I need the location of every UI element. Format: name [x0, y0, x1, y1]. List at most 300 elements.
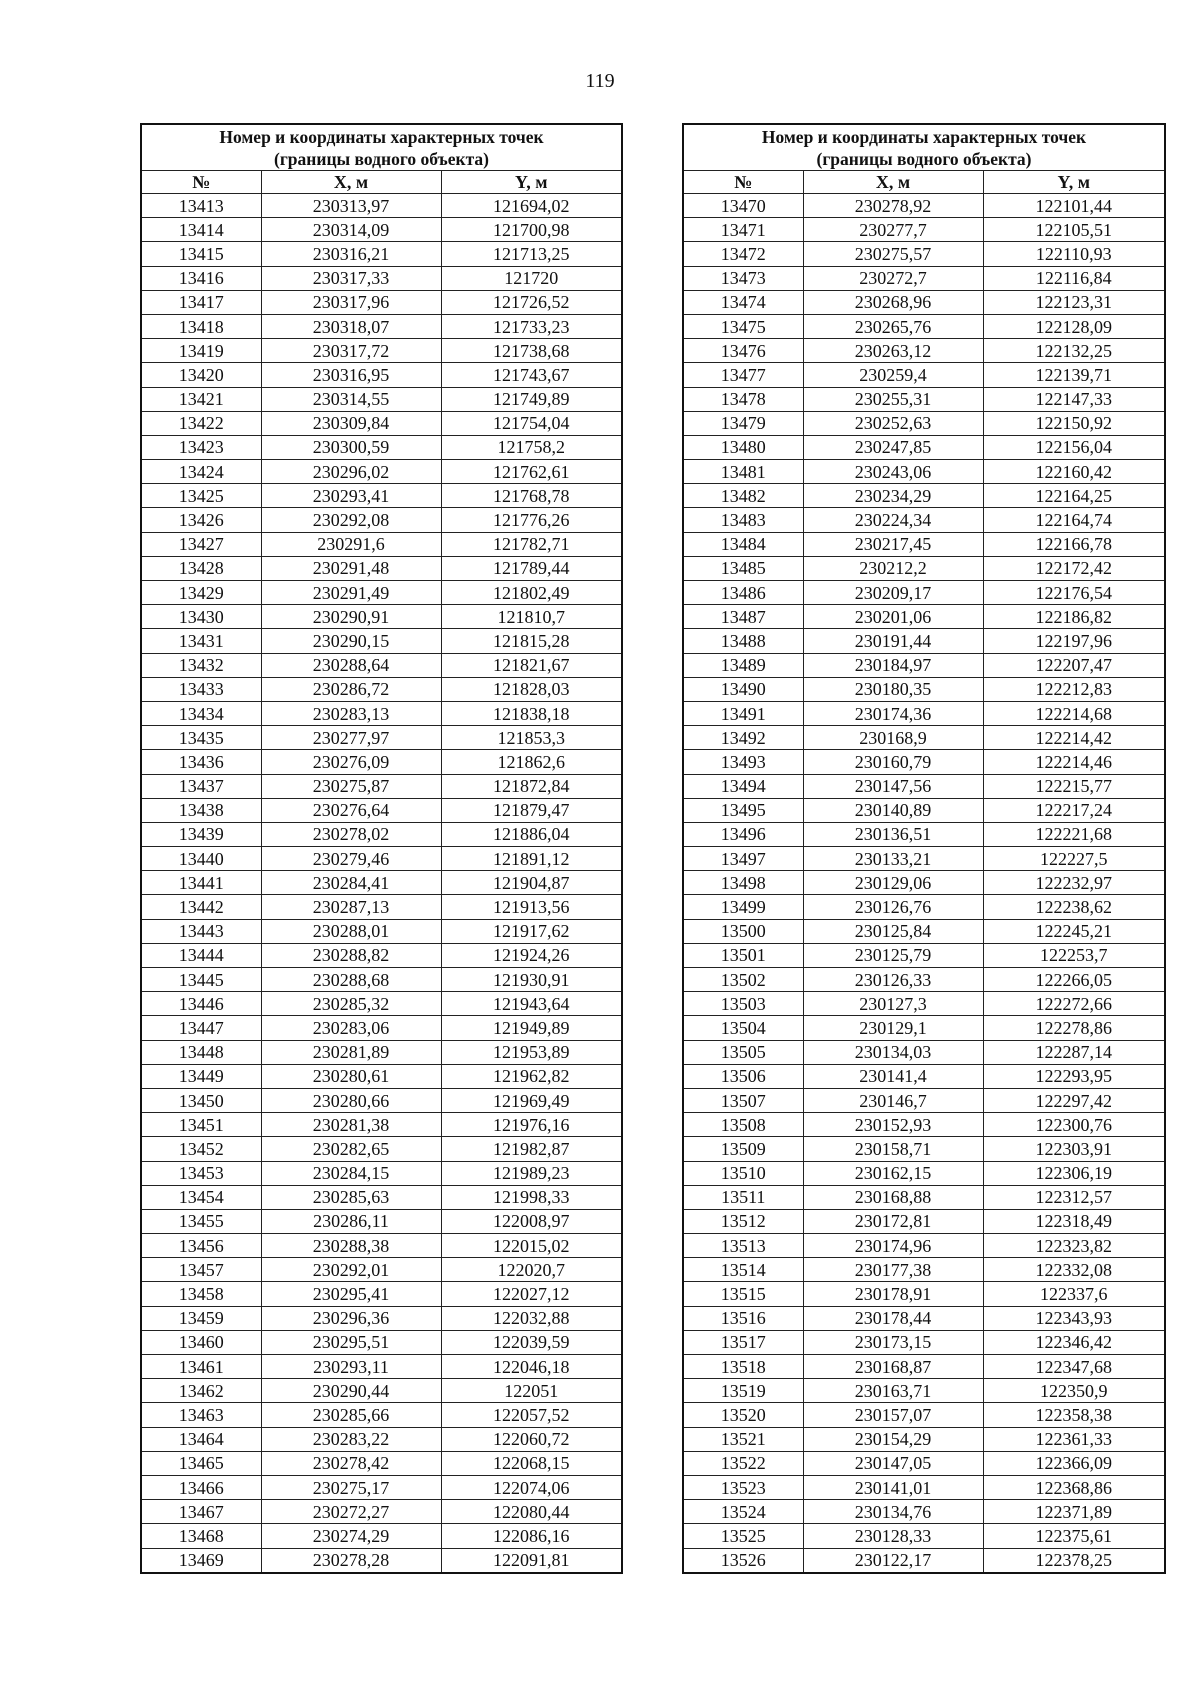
- table-row: [683, 532, 1165, 556]
- table-row: [683, 1355, 1165, 1379]
- x-coordinate-cell: 230247,85: [803, 435, 983, 459]
- y-coordinate-cell: 122172,42: [983, 556, 1165, 580]
- y-coordinate-cell: 121943,64: [441, 992, 622, 1016]
- y-coordinate-cell: 122217,24: [983, 798, 1165, 822]
- point-number-cell: 13416: [141, 266, 261, 290]
- x-coordinate-cell: 230162,15: [803, 1161, 983, 1185]
- y-coordinate-cell: 122287,14: [983, 1040, 1165, 1064]
- point-number-cell: 13474: [683, 290, 803, 314]
- table-row: [683, 847, 1165, 871]
- x-coordinate-cell: 230280,61: [261, 1064, 441, 1088]
- table-row: [141, 992, 622, 1016]
- table-row: [141, 1451, 622, 1475]
- point-number-cell: 13460: [141, 1330, 261, 1354]
- table-row: [683, 1137, 1165, 1161]
- y-coordinate-cell: 122101,44: [983, 194, 1165, 218]
- x-coordinate-cell: 230234,29: [803, 484, 983, 508]
- table-row: [141, 1016, 622, 1040]
- table-row: [683, 1185, 1165, 1209]
- point-number-cell: 13457: [141, 1258, 261, 1282]
- column-header-y: Y, м: [983, 171, 1165, 194]
- y-coordinate-cell: 122272,66: [983, 992, 1165, 1016]
- x-coordinate-cell: 230128,33: [803, 1524, 983, 1548]
- x-coordinate-cell: 230313,97: [261, 194, 441, 218]
- point-number-cell: 13492: [683, 726, 803, 750]
- x-coordinate-cell: 230288,82: [261, 943, 441, 967]
- table-row: [141, 484, 622, 508]
- y-coordinate-cell: 122080,44: [441, 1500, 622, 1524]
- table-row: [141, 242, 622, 266]
- x-coordinate-cell: 230168,9: [803, 726, 983, 750]
- table-row: [141, 1379, 622, 1403]
- y-coordinate-cell: 122110,93: [983, 242, 1165, 266]
- point-number-cell: 13422: [141, 411, 261, 435]
- point-number-cell: 13485: [683, 556, 803, 580]
- table-body: [141, 194, 622, 1573]
- point-number-cell: 13488: [683, 629, 803, 653]
- y-coordinate-cell: 121917,62: [441, 919, 622, 943]
- x-coordinate-cell: 230316,21: [261, 242, 441, 266]
- table-row: [141, 387, 622, 411]
- table-row: [141, 1500, 622, 1524]
- point-number-cell: 13486: [683, 581, 803, 605]
- x-coordinate-cell: 230141,4: [803, 1064, 983, 1088]
- table-row: [141, 556, 622, 580]
- x-coordinate-cell: 230291,6: [261, 532, 441, 556]
- point-number-cell: 13461: [141, 1355, 261, 1379]
- table-row: [141, 968, 622, 992]
- point-number-cell: 13421: [141, 387, 261, 411]
- column-header-number: №: [683, 171, 803, 194]
- x-coordinate-cell: 230134,76: [803, 1500, 983, 1524]
- x-coordinate-cell: 230178,91: [803, 1282, 983, 1306]
- y-coordinate-cell: 121969,49: [441, 1088, 622, 1112]
- y-coordinate-cell: 121872,84: [441, 774, 622, 798]
- x-coordinate-cell: 230180,35: [803, 677, 983, 701]
- x-coordinate-cell: 230283,13: [261, 701, 441, 725]
- table-row: [683, 677, 1165, 701]
- table-row: [683, 919, 1165, 943]
- point-number-cell: 13494: [683, 774, 803, 798]
- point-number-cell: 13512: [683, 1209, 803, 1233]
- table-row: [141, 919, 622, 943]
- table-row: [683, 895, 1165, 919]
- x-coordinate-cell: 230168,87: [803, 1355, 983, 1379]
- y-coordinate-cell: 121930,91: [441, 968, 622, 992]
- x-coordinate-cell: 230129,06: [803, 871, 983, 895]
- point-number-cell: 13514: [683, 1258, 803, 1282]
- y-coordinate-cell: 122139,71: [983, 363, 1165, 387]
- point-number-cell: 13522: [683, 1451, 803, 1475]
- x-coordinate-cell: 230163,71: [803, 1379, 983, 1403]
- table-row: [141, 194, 622, 218]
- column-header-x: X, м: [261, 171, 441, 194]
- y-coordinate-cell: 121924,26: [441, 943, 622, 967]
- point-number-cell: 13425: [141, 484, 261, 508]
- y-coordinate-cell: 122032,88: [441, 1306, 622, 1330]
- point-number-cell: 13414: [141, 218, 261, 242]
- point-number-cell: 13508: [683, 1113, 803, 1137]
- table-row: [683, 1427, 1165, 1451]
- point-number-cell: 13497: [683, 847, 803, 871]
- table-row: [141, 1306, 622, 1330]
- point-number-cell: 13510: [683, 1161, 803, 1185]
- x-coordinate-cell: 230281,89: [261, 1040, 441, 1064]
- x-coordinate-cell: 230283,06: [261, 1016, 441, 1040]
- table-row: [683, 774, 1165, 798]
- y-coordinate-cell: 122238,62: [983, 895, 1165, 919]
- table-row: [683, 1258, 1165, 1282]
- table-row: [141, 1427, 622, 1451]
- table-row: [141, 1548, 622, 1573]
- point-number-cell: 13501: [683, 943, 803, 967]
- table-row: [141, 1475, 622, 1499]
- x-coordinate-cell: 230290,15: [261, 629, 441, 653]
- y-coordinate-cell: 121720: [441, 266, 622, 290]
- point-number-cell: 13506: [683, 1064, 803, 1088]
- y-coordinate-cell: 122057,52: [441, 1403, 622, 1427]
- table-row: [683, 1234, 1165, 1258]
- table-row: [683, 822, 1165, 846]
- point-number-cell: 13477: [683, 363, 803, 387]
- point-number-cell: 13447: [141, 1016, 261, 1040]
- x-coordinate-cell: 230177,38: [803, 1258, 983, 1282]
- x-coordinate-cell: 230275,17: [261, 1475, 441, 1499]
- point-number-cell: 13430: [141, 605, 261, 629]
- point-number-cell: 13429: [141, 581, 261, 605]
- point-number-cell: 13445: [141, 968, 261, 992]
- table-row: [683, 1113, 1165, 1137]
- x-coordinate-cell: 230316,95: [261, 363, 441, 387]
- y-coordinate-cell: 122318,49: [983, 1209, 1165, 1233]
- x-coordinate-cell: 230288,64: [261, 653, 441, 677]
- point-number-cell: 13473: [683, 266, 803, 290]
- y-coordinate-cell: 121989,23: [441, 1161, 622, 1185]
- table-row: [683, 387, 1165, 411]
- table-row: [683, 943, 1165, 967]
- y-coordinate-cell: 121949,89: [441, 1016, 622, 1040]
- x-coordinate-cell: 230284,15: [261, 1161, 441, 1185]
- x-coordinate-cell: 230286,72: [261, 677, 441, 701]
- point-number-cell: 13513: [683, 1234, 803, 1258]
- x-coordinate-cell: 230129,1: [803, 1016, 983, 1040]
- x-coordinate-cell: 230291,49: [261, 581, 441, 605]
- y-coordinate-cell: 122221,68: [983, 822, 1165, 846]
- point-number-cell: 13462: [141, 1379, 261, 1403]
- x-coordinate-cell: 230147,56: [803, 774, 983, 798]
- y-coordinate-cell: 122164,25: [983, 484, 1165, 508]
- table-row: [141, 895, 622, 919]
- point-number-cell: 13455: [141, 1209, 261, 1233]
- table-title-line1: Номер и координаты характерных точек: [219, 126, 544, 147]
- table-row: [141, 847, 622, 871]
- x-coordinate-cell: 230287,13: [261, 895, 441, 919]
- y-coordinate-cell: 122253,7: [983, 943, 1165, 967]
- column-header-x: X, м: [803, 171, 983, 194]
- y-coordinate-cell: 121713,25: [441, 242, 622, 266]
- table-row: [683, 290, 1165, 314]
- y-coordinate-cell: 121913,56: [441, 895, 622, 919]
- point-number-cell: 13516: [683, 1306, 803, 1330]
- x-coordinate-cell: 230154,29: [803, 1427, 983, 1451]
- point-number-cell: 13442: [141, 895, 261, 919]
- y-coordinate-cell: 121982,87: [441, 1137, 622, 1161]
- y-coordinate-cell: 122227,5: [983, 847, 1165, 871]
- y-coordinate-cell: 122008,97: [441, 1209, 622, 1233]
- point-number-cell: 13518: [683, 1355, 803, 1379]
- point-number-cell: 13435: [141, 726, 261, 750]
- y-coordinate-cell: 122015,02: [441, 1234, 622, 1258]
- x-coordinate-cell: 230146,7: [803, 1088, 983, 1112]
- y-coordinate-cell: 122366,09: [983, 1451, 1165, 1475]
- x-coordinate-cell: 230141,01: [803, 1475, 983, 1499]
- y-coordinate-cell: 122368,86: [983, 1475, 1165, 1499]
- y-coordinate-cell: 121776,26: [441, 508, 622, 532]
- point-number-cell: 13448: [141, 1040, 261, 1064]
- y-coordinate-cell: 121782,71: [441, 532, 622, 556]
- table-row: [141, 581, 622, 605]
- y-coordinate-cell: 122027,12: [441, 1282, 622, 1306]
- point-number-cell: 13441: [141, 871, 261, 895]
- y-coordinate-cell: 122186,82: [983, 605, 1165, 629]
- table-row: [683, 1379, 1165, 1403]
- point-number-cell: 13418: [141, 314, 261, 338]
- table-row: [141, 1403, 622, 1427]
- x-coordinate-cell: 230178,44: [803, 1306, 983, 1330]
- point-number-cell: 13509: [683, 1137, 803, 1161]
- point-number-cell: 13499: [683, 895, 803, 919]
- point-number-cell: 13481: [683, 460, 803, 484]
- y-coordinate-cell: 122306,19: [983, 1161, 1165, 1185]
- table-row: [683, 363, 1165, 387]
- table-row: [683, 992, 1165, 1016]
- point-number-cell: 13525: [683, 1524, 803, 1548]
- point-number-cell: 13434: [141, 701, 261, 725]
- table-row: [141, 701, 622, 725]
- y-coordinate-cell: 121738,68: [441, 339, 622, 363]
- x-coordinate-cell: 230255,31: [803, 387, 983, 411]
- table-row: [141, 726, 622, 750]
- y-coordinate-cell: 122212,83: [983, 677, 1165, 701]
- point-number-cell: 13415: [141, 242, 261, 266]
- table-row: [683, 1209, 1165, 1233]
- point-number-cell: 13503: [683, 992, 803, 1016]
- point-number-cell: 13440: [141, 847, 261, 871]
- x-coordinate-cell: 230277,97: [261, 726, 441, 750]
- table-row: [141, 871, 622, 895]
- point-number-cell: 13459: [141, 1306, 261, 1330]
- point-number-cell: 13520: [683, 1403, 803, 1427]
- table-row: [141, 605, 622, 629]
- x-coordinate-cell: 230293,41: [261, 484, 441, 508]
- table-row: [141, 1258, 622, 1282]
- y-coordinate-cell: 122214,42: [983, 726, 1165, 750]
- table-row: [683, 266, 1165, 290]
- y-coordinate-cell: 122350,9: [983, 1379, 1165, 1403]
- point-number-cell: 13468: [141, 1524, 261, 1548]
- table-row: [141, 1524, 622, 1548]
- table-title-line2: (границы водного объекта): [274, 148, 489, 169]
- table-row: [683, 1451, 1165, 1475]
- point-number-cell: 13489: [683, 653, 803, 677]
- point-number-cell: 13420: [141, 363, 261, 387]
- table-row: [683, 1548, 1165, 1573]
- table-row: [141, 1040, 622, 1064]
- x-coordinate-cell: 230280,66: [261, 1088, 441, 1112]
- y-coordinate-cell: 121758,2: [441, 435, 622, 459]
- table-row: [141, 1088, 622, 1112]
- x-coordinate-cell: 230134,03: [803, 1040, 983, 1064]
- point-number-cell: 13413: [141, 194, 261, 218]
- point-number-cell: 13483: [683, 508, 803, 532]
- point-number-cell: 13438: [141, 798, 261, 822]
- point-number-cell: 13433: [141, 677, 261, 701]
- point-number-cell: 13504: [683, 1016, 803, 1040]
- x-coordinate-cell: 230140,89: [803, 798, 983, 822]
- y-coordinate-cell: 122166,78: [983, 532, 1165, 556]
- point-number-cell: 13464: [141, 1427, 261, 1451]
- point-number-cell: 13417: [141, 290, 261, 314]
- y-coordinate-cell: 122116,84: [983, 266, 1165, 290]
- y-coordinate-cell: 122123,31: [983, 290, 1165, 314]
- point-number-cell: 13424: [141, 460, 261, 484]
- x-coordinate-cell: 230285,63: [261, 1185, 441, 1209]
- y-coordinate-cell: 121815,28: [441, 629, 622, 653]
- table-row: [141, 339, 622, 363]
- table-title-line2: (границы водного объекта): [816, 148, 1032, 169]
- y-coordinate-cell: 121821,67: [441, 653, 622, 677]
- y-coordinate-cell: 122150,92: [983, 411, 1165, 435]
- x-coordinate-cell: 230314,55: [261, 387, 441, 411]
- x-coordinate-cell: 230295,41: [261, 1282, 441, 1306]
- point-number-cell: 13439: [141, 822, 261, 846]
- x-coordinate-cell: 230168,88: [803, 1185, 983, 1209]
- table-row: [683, 1161, 1165, 1185]
- table-row: [141, 532, 622, 556]
- table-row: [683, 484, 1165, 508]
- x-coordinate-cell: 230288,68: [261, 968, 441, 992]
- point-number-cell: 13452: [141, 1137, 261, 1161]
- point-number-cell: 13526: [683, 1548, 803, 1573]
- table-row: [141, 1064, 622, 1088]
- y-coordinate-cell: 121904,87: [441, 871, 622, 895]
- x-coordinate-cell: 230276,64: [261, 798, 441, 822]
- x-coordinate-cell: 230147,05: [803, 1451, 983, 1475]
- point-number-cell: 13480: [683, 435, 803, 459]
- point-number-cell: 13521: [683, 1427, 803, 1451]
- point-number-cell: 13449: [141, 1064, 261, 1088]
- y-coordinate-cell: 121768,78: [441, 484, 622, 508]
- y-coordinate-cell: 122156,04: [983, 435, 1165, 459]
- table-title: [141, 124, 622, 171]
- y-coordinate-cell: 121853,3: [441, 726, 622, 750]
- x-coordinate-cell: 230276,09: [261, 750, 441, 774]
- point-number-cell: 13478: [683, 387, 803, 411]
- table-row: [683, 871, 1165, 895]
- y-coordinate-cell: 122039,59: [441, 1330, 622, 1354]
- y-coordinate-cell: 122297,42: [983, 1088, 1165, 1112]
- y-coordinate-cell: 122215,77: [983, 774, 1165, 798]
- table-title: [683, 124, 1165, 171]
- y-coordinate-cell: 122245,21: [983, 919, 1165, 943]
- point-number-cell: 13419: [141, 339, 261, 363]
- y-coordinate-cell: 122371,89: [983, 1500, 1165, 1524]
- y-coordinate-cell: 122132,25: [983, 339, 1165, 363]
- y-coordinate-cell: 122343,93: [983, 1306, 1165, 1330]
- point-number-cell: 13524: [683, 1500, 803, 1524]
- table-row: [683, 701, 1165, 725]
- x-coordinate-cell: 230209,17: [803, 581, 983, 605]
- x-coordinate-cell: 230173,15: [803, 1330, 983, 1354]
- table-row: [683, 218, 1165, 242]
- y-coordinate-cell: 122197,96: [983, 629, 1165, 653]
- table-row: [683, 1500, 1165, 1524]
- y-coordinate-cell: 121953,89: [441, 1040, 622, 1064]
- table-row: [141, 1137, 622, 1161]
- point-number-cell: 13507: [683, 1088, 803, 1112]
- x-coordinate-cell: 230174,96: [803, 1234, 983, 1258]
- point-number-cell: 13432: [141, 653, 261, 677]
- y-coordinate-cell: 122323,82: [983, 1234, 1165, 1258]
- table-row: [683, 556, 1165, 580]
- point-number-cell: 13456: [141, 1234, 261, 1258]
- table-row: [141, 1113, 622, 1137]
- x-coordinate-cell: 230126,33: [803, 968, 983, 992]
- x-coordinate-cell: 230252,63: [803, 411, 983, 435]
- table-row: [141, 750, 622, 774]
- point-number-cell: 13511: [683, 1185, 803, 1209]
- y-coordinate-cell: 122375,61: [983, 1524, 1165, 1548]
- x-coordinate-cell: 230296,36: [261, 1306, 441, 1330]
- x-coordinate-cell: 230274,29: [261, 1524, 441, 1548]
- x-coordinate-cell: 230317,72: [261, 339, 441, 363]
- y-coordinate-cell: 122361,33: [983, 1427, 1165, 1451]
- point-number-cell: 13471: [683, 218, 803, 242]
- table-row: [683, 411, 1165, 435]
- point-number-cell: 13470: [683, 194, 803, 218]
- y-coordinate-cell: 122293,95: [983, 1064, 1165, 1088]
- point-number-cell: 13498: [683, 871, 803, 895]
- table-row: [141, 677, 622, 701]
- point-number-cell: 13487: [683, 605, 803, 629]
- point-number-cell: 13436: [141, 750, 261, 774]
- point-number-cell: 13463: [141, 1403, 261, 1427]
- x-coordinate-cell: 230201,06: [803, 605, 983, 629]
- table-row: [141, 1355, 622, 1379]
- table-row: [683, 726, 1165, 750]
- x-coordinate-cell: 230157,07: [803, 1403, 983, 1427]
- table-row: [141, 266, 622, 290]
- y-coordinate-cell: 122278,86: [983, 1016, 1165, 1040]
- x-coordinate-cell: 230318,07: [261, 314, 441, 338]
- point-number-cell: 13523: [683, 1475, 803, 1499]
- y-coordinate-cell: 121962,82: [441, 1064, 622, 1088]
- table-row: [683, 1016, 1165, 1040]
- table-row: [683, 1306, 1165, 1330]
- table-body: [683, 194, 1165, 1573]
- point-number-cell: 13454: [141, 1185, 261, 1209]
- point-number-cell: 13426: [141, 508, 261, 532]
- table-row: [683, 1282, 1165, 1306]
- table-row: [141, 460, 622, 484]
- point-number-cell: 13502: [683, 968, 803, 992]
- point-number-cell: 13469: [141, 1548, 261, 1573]
- point-number-cell: 13484: [683, 532, 803, 556]
- x-coordinate-cell: 230292,08: [261, 508, 441, 532]
- x-coordinate-cell: 230275,87: [261, 774, 441, 798]
- x-coordinate-cell: 230278,02: [261, 822, 441, 846]
- y-coordinate-cell: 121700,98: [441, 218, 622, 242]
